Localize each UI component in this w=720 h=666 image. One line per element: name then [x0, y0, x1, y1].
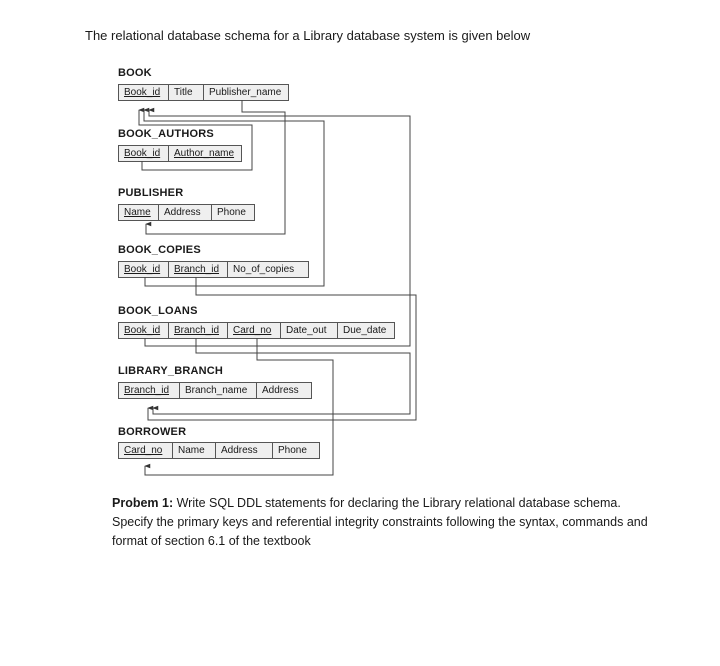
fk-book-loans-card-no-line	[145, 338, 333, 475]
borrower-attr-address: Address	[216, 443, 273, 458]
book-copies-attr-no-of-copies: No_of_copies	[233, 264, 295, 275]
book-authors-attr-book-id: Book_id	[119, 146, 169, 161]
problem-label: Probem 1:	[112, 496, 174, 510]
book-loans-title: BOOK_LOANS	[118, 305, 198, 317]
book-authors-title: BOOK_AUTHORS	[118, 128, 214, 140]
fk-book-copies-branch-id-line	[148, 277, 416, 420]
borrower-attr-card-no: Card_no	[119, 443, 173, 458]
book-attr-book-id: Book_id	[119, 85, 169, 100]
book-attr-publisher-name: Publisher_name	[209, 87, 282, 98]
book-copies-title: BOOK_COPIES	[118, 244, 201, 256]
fk-publisher-name-line	[146, 100, 285, 234]
book-loans-attr-book-id: Book_id	[119, 323, 169, 338]
fk-book-copies-book-id-line	[144, 110, 324, 286]
borrower-title: BORROWER	[118, 426, 187, 438]
fk-book-loans-branch-id-line	[153, 338, 410, 414]
book-loans-attr-card-no: Card_no	[228, 323, 281, 338]
book-loans-attr-branch-id: Branch_id	[169, 323, 228, 338]
library-branch-attr-branch-id: Branch_id	[119, 383, 180, 398]
intro-text: The relational database schema for a Library database system is given below	[85, 28, 531, 43]
library-branch-title: LIBRARY_BRANCH	[118, 365, 224, 377]
publisher-title: PUBLISHER	[118, 187, 184, 199]
library-branch-attr-branch-name: Branch_name	[180, 383, 257, 398]
fk-book-loans-book-id-line	[145, 110, 410, 346]
problem-statement	[112, 494, 652, 551]
publisher-attr-name: Name	[119, 205, 159, 220]
book-loans-attr-due-date: Due_date	[343, 325, 387, 336]
book-attr-title: Title	[169, 85, 204, 100]
publisher-attr-phone: Phone	[217, 207, 246, 218]
book-copies-attr-book-id: Book_id	[119, 262, 169, 277]
problem-text: Write SQL DDL statements for declaring the Library relational database schema. Specify the primary keys and referential integrity constraints following the syntax, commands and format of section 6.1 of the textbook	[112, 496, 648, 548]
book-authors-attr-author-name: Author_name	[174, 148, 235, 159]
book-copies-attr-branch-id: Branch_id	[169, 262, 228, 277]
borrower-attr-phone: Phone	[278, 445, 307, 456]
book-title: BOOK	[118, 67, 152, 79]
book-loans-attr-date-out: Date_out	[281, 323, 338, 338]
library-branch-attr-address: Address	[262, 385, 299, 396]
borrower-attr-name: Name	[173, 443, 216, 458]
fk-book-authors-book-id-line	[139, 110, 252, 170]
publisher-attr-address: Address	[159, 205, 212, 220]
